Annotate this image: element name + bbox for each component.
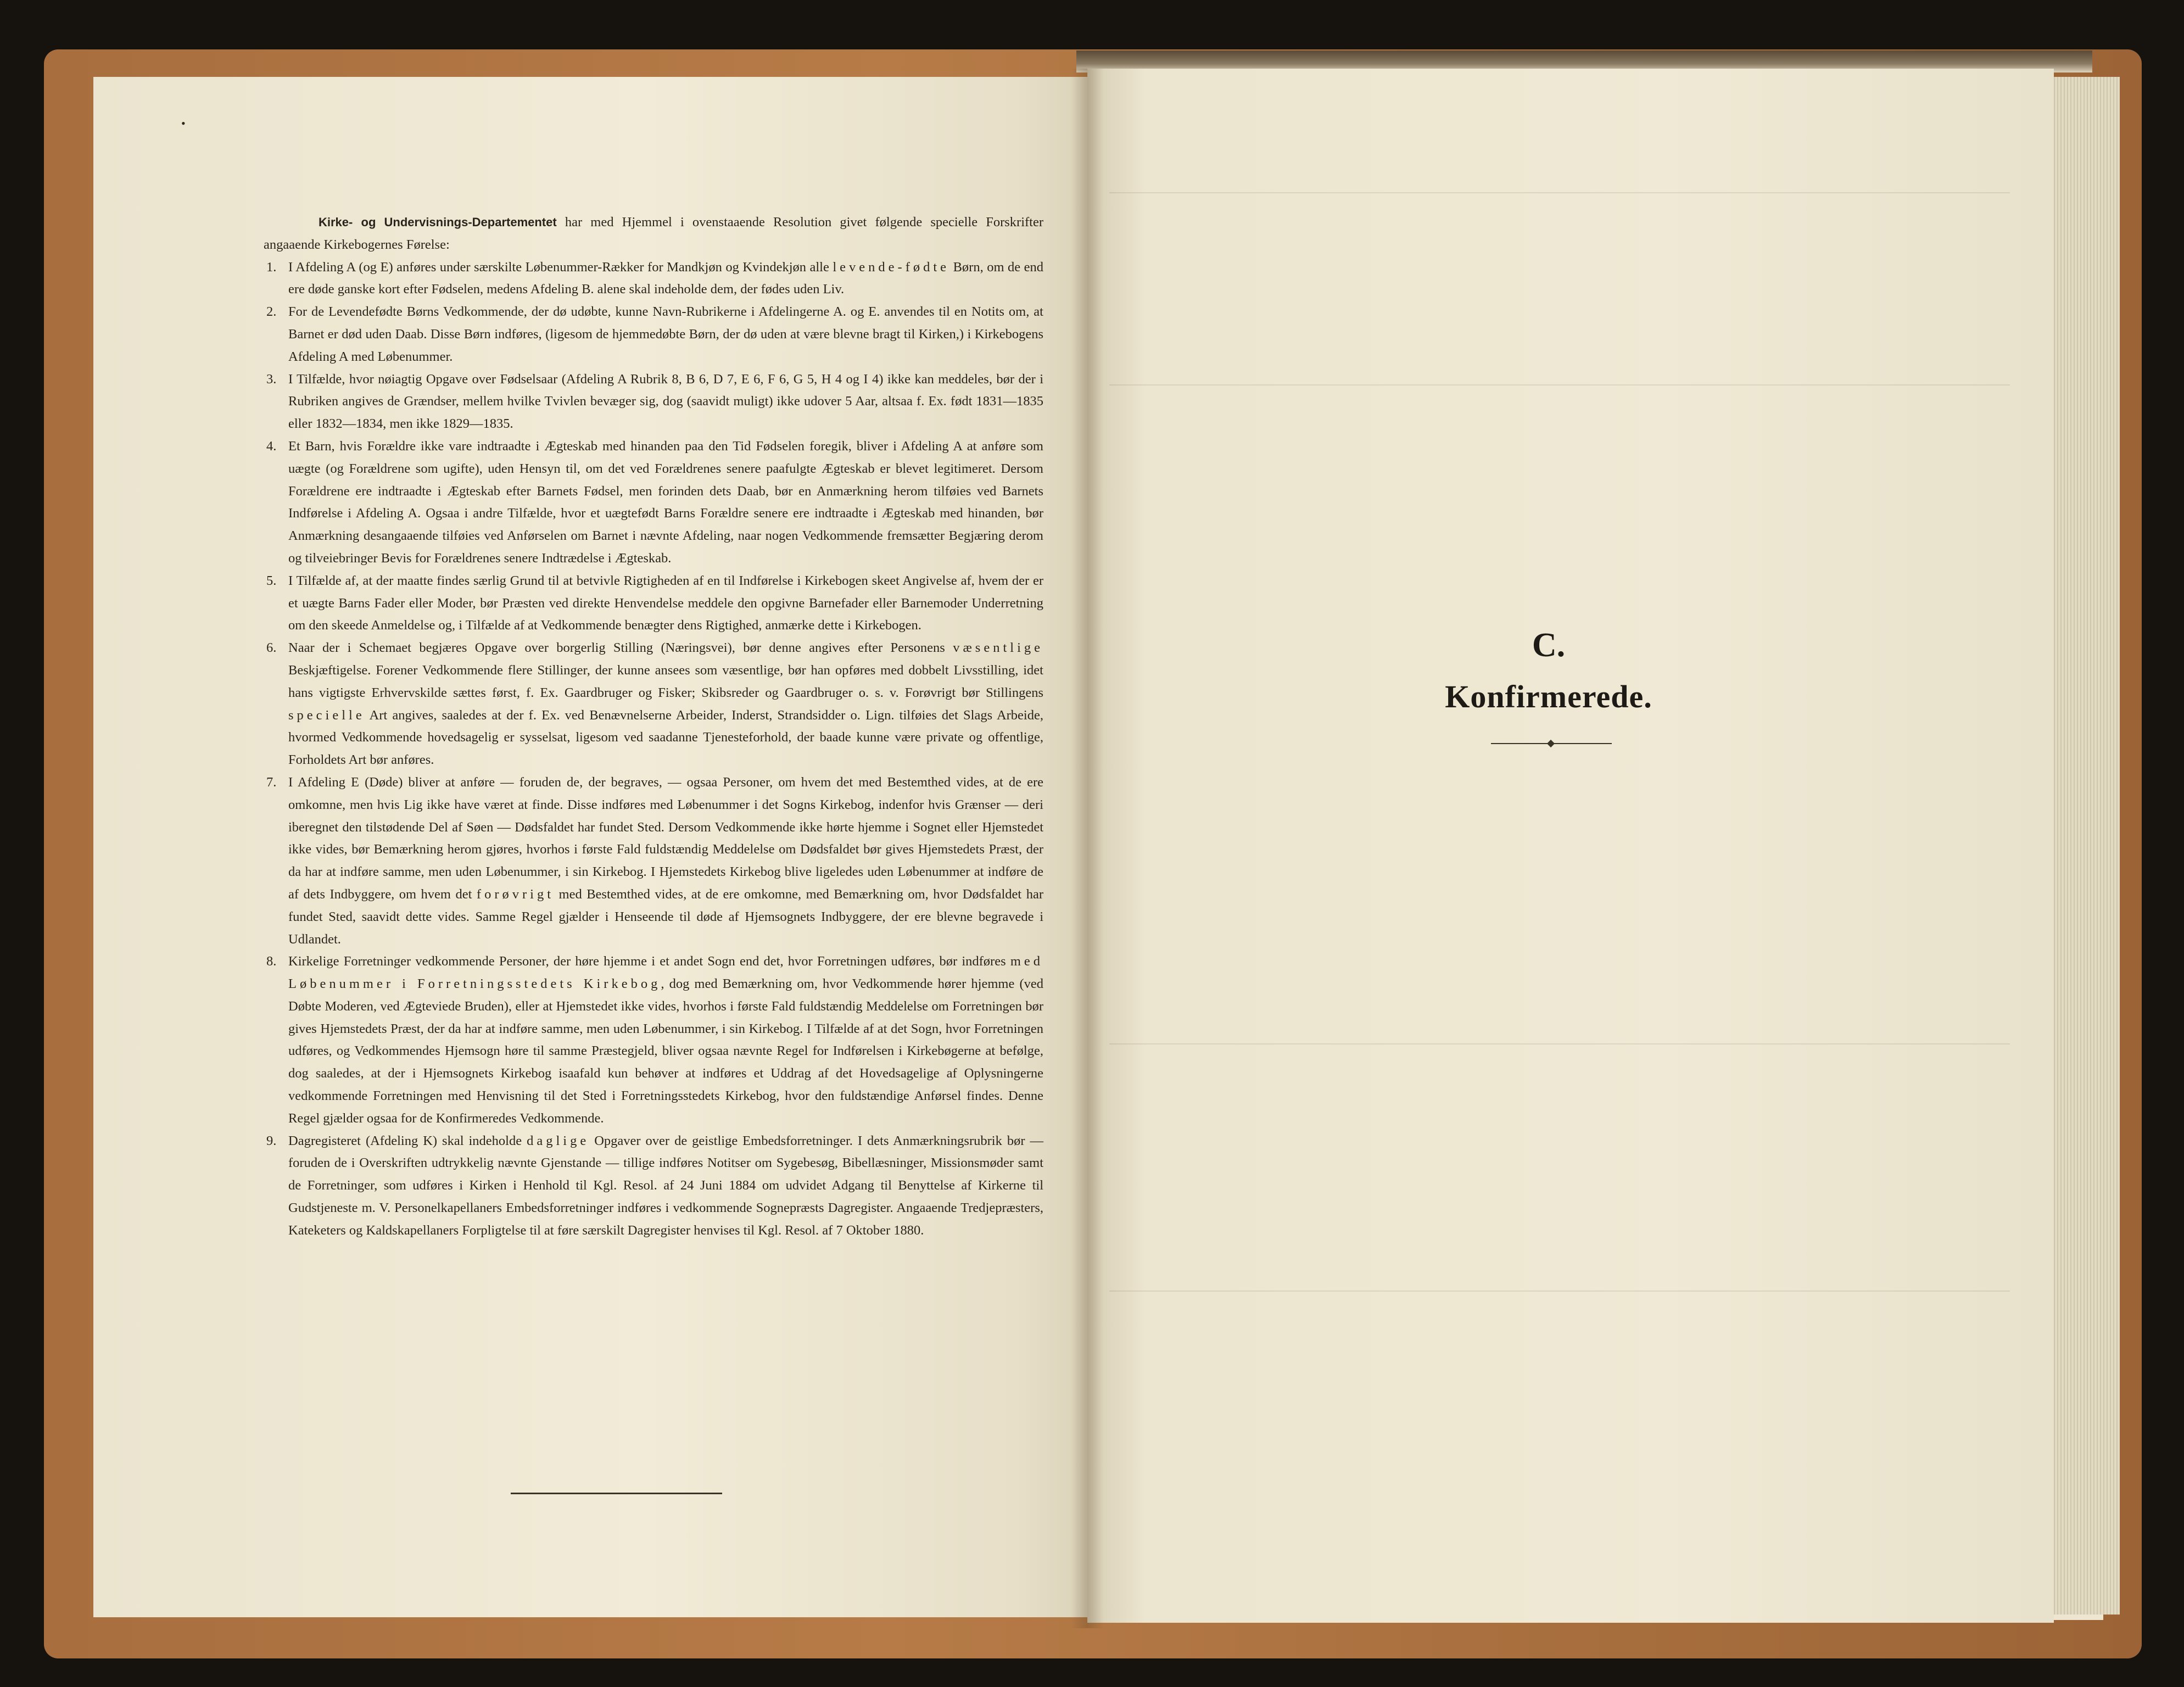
- regulation-paragraph: [264, 772, 1043, 951]
- ornament-divider: [1491, 740, 1612, 747]
- paragraph-text: Kirkelige Forretninger vedkommende Personer, der høre hjemme i et andet Sogn end det, hvor Forretningen udføres, bør indføres: [288, 954, 1010, 969]
- end-rule: [511, 1493, 722, 1494]
- regulation-list: [264, 256, 1043, 1242]
- paragraph-number: 3.: [266, 371, 277, 387]
- paragraph-number: 8.: [266, 954, 277, 969]
- paragraph-number: 1.: [266, 259, 277, 275]
- paragraph-number: 9.: [266, 1133, 277, 1148]
- paragraph-number: 5.: [266, 573, 277, 588]
- paragraph-text: Beskjæftigelse. Forener Vedkommende flere Stillinger, der kunne ansees som væsentlige, bør han opføres med dobbelt Livsstilling, idet hans vigtigste Erhvervskilde sættes først, f. Ex. Gaardbruger og Fisker; Skibsreder og Gaardbruger o. s. v. Forøvrigt bør Stillingens: [288, 662, 1043, 700]
- paragraph-number: 4.: [266, 438, 277, 454]
- regulation-paragraph: [264, 951, 1043, 1130]
- paragraph-text: , dog med Bemærkning om, hvor Vedkommende hører hjemme (ved Døbte Moderen, ved Ægteviede Bruden), eller at Hjemstedet ikke vides, hvorhos i første Fald fuldstændig Meddelelse om Forretningen bør gives Hjemstedets Præst, der da har at indføre samme, men uden Løbenummer, i sin Kirkebog. I Tilfælde af at det Sogn, hvor Forretningen udføres, og Vedkommendes Hjemsogn høre til samme Præstegjeld, bliver ogsaa nævnte Regel for Indførelsen i Kirkebøgerne at befølge, dog saaledes, at der i Hjemsognets Kirkebog isaafald kun behøver at indføres et Uddrag af det Hovedsagelige af Oplysningerne vedkommende Forretningen med Henvisning til det Sted i Forretningsstedets Kirkebog, hvor den fuldstændige Anførsel findes. Denne Regel gjælder ogsaa for de Konfirmeredes Vedkommende.: [288, 976, 1043, 1126]
- regulation-paragraph: [264, 435, 1043, 570]
- regulation-paragraph: [264, 368, 1043, 435]
- paragraph-text: I Afdeling E (Døde) bliver at anføre — foruden de, der begraves, — ogsaa Personer, om hvem det med Bestemthed vides, at de ere omkomne, men hvis Lig ikke have været at finde. Disse indføres med Løbenummer i det Sogns Kirkebog, indenfor hvis Grænser — deri iberegnet den tilstødende Del af Søen — Dødsfaldet har fundet Sted. Dersom Vedkommende ikke hørte hjemme i Sognet eller Hjemstedet ikke vides, bør Bemærkning herom gjøres, hvorhos i første Fald fuldstændig Meddelelse om Dødsfaldet bør gives Hjemstedets Præst, der da har at indføre samme, men uden Løbenummer, i sin Kirkebog. I Hjemstedets Kirkebog blive ligeledes uden Løbenummer at indføre de af dets Indbyggere, om hvem det: [288, 774, 1043, 902]
- spaced-emphasis: væsentlige: [953, 640, 1043, 656]
- paragraph-number: 6.: [266, 640, 277, 656]
- section-heading: Konfirmerede.: [1445, 679, 1652, 714]
- department-name: Kirke- og Undervisnings-Departementet: [319, 215, 557, 229]
- spaced-emphasis: daglige: [527, 1133, 590, 1148]
- paragraph-text: Børn, om de end ere døde ganske kort efter Fødselen, medens Afdeling B. alene skal indeholde dem, der fødes uden Liv.: [288, 259, 1043, 297]
- spaced-emphasis: levende-fødte: [833, 259, 950, 275]
- intro-text: har med Hjemmel i ovenstaaende Resolution givet følgende specielle Forskrifter angaaende Kirkebogernes Førelse:: [264, 215, 1044, 252]
- paragraph-text: Dagregisteret (Afdeling K) skal indeholde: [288, 1133, 527, 1148]
- regulation-paragraph: [264, 301, 1043, 368]
- spaced-emphasis: specielle: [288, 707, 365, 723]
- paragraph-text: I Tilfælde, hvor nøiagtig Opgave over Fødselsaar (Afdeling A Rubrik 8, B 6, D 7, E 6, F 6, G 5, H 4 og I 4) ikke kan meddeles, bør der i Rubriken angives de Grændser, mellem hvilke Tvivlen bevæger sig, dog (saavidt muligt) ikke udover 5 Aar, altsaa f. Ex. født 1831—1835 eller 1832—1834, men ikke 1829—1835.: [288, 371, 1043, 432]
- paragraph-text: med Bestemthed vides, at de ere omkomne, med Bemærkning om, hvor Dødsfaldet har fundet Sted, saavidt dette vides. Samme Regel gjælder i Henseende til døde af Hjemsognets Indbyggere, der ere blevne begravede i Udlandet.: [288, 886, 1043, 947]
- paragraph-text: Naar der i Schemaet begjæres Opgave over borgerlig Stilling (Næringsvei), bør denne angives efter Personens: [288, 640, 953, 656]
- spine-fold: [1071, 69, 1104, 1628]
- paragraph-text: I Tilfælde af, at der maatte findes særlig Grund til at betvivle Rigtigheden af en til Indførelse i Kirkebogen skeet Angivelse af, hvem der er et uægte Barns Fader eller Moder, bør Præsten ved direkte Henvendelse meddele den opgivne Barnefader eller Barnemoder Underretning om den skeede Anmeldelse og, i Tilfælde af at Vedkommende benægter dens Rigtighed, anmærke dette i Kirkebogen.: [288, 573, 1043, 633]
- regulation-paragraph: [264, 1130, 1043, 1242]
- paragraph-text: I Afdeling A (og E) anføres under særskilte Løbenummer-Rækker for Mandkjøn og Kvindekjøn alle: [288, 259, 833, 275]
- paragraph-number: 2.: [266, 304, 277, 320]
- regulation-paragraph: [264, 637, 1043, 772]
- page-edges: [2048, 77, 2120, 1615]
- right-page: [1087, 69, 2054, 1623]
- regulation-paragraph: [264, 570, 1043, 637]
- section-letter: C.: [1532, 627, 1566, 664]
- regulation-paragraph: [264, 256, 1043, 301]
- spaced-emphasis: forøvrigt: [476, 886, 554, 902]
- intro-paragraph: [264, 211, 1043, 256]
- paragraph-text: Et Barn, hvis Forældre ikke vare indtraadte i Ægteskab med hinanden paa den Tid Fødselen foregik, bliver i Afdeling A at anføre som uægte (og Forældrene som ugifte), uden Hensyn til, om det ved Forældrenes senere paafulgte Ægteskab er blevet legitimeret. Dersom Forældrene ere indtraadte i Ægteskab efter Barnets Fødsel, men forinden dets Daab, bør en Anmærkning herom tilføies ved Barnets Indførelse i Afdeling A. Ogsaa i andre Tilfælde, hvor et uægtefødt Barns Forældre senere ere indtraadte i Ægteskab med hinanden, bør Anmærkning desangaaende tilføies ved Anførselen om Barnet i nævnte Afdeling, naar nogen Vedkommende fremsætter Begjæring derom og tilveiebringer Bevis for Forældrenes senere Indtrædelse i Ægteskab.: [288, 438, 1043, 566]
- paragraph-text: For de Levendefødte Børns Vedkommende, der dø udøbte, kunne Navn-Rubrikerne i Afdelingerne A. og E. anvendes til en Notits om, at Barnet er død uden Daab. Disse Børn indføres, (ligesom de hjemmedøbte Børn, der dø uden at være blevne bragt til Kirken,) i Kirkebogens Afdeling A med Løbenummer.: [288, 304, 1043, 364]
- paragraph-text: Art angives, saaledes at der f. Ex. ved Benævnelserne Arbeider, Inderst, Strandsidder o. Lign. tilføies det Slags Arbeide, hvormed Vedkommende hovedsagelig er sysselsat, ligesom ved saadanne Tjenesteforhold, der baade kunne være private og offentlige, Forholdets Art bør anføres.: [288, 707, 1043, 768]
- regulations-text: [264, 211, 1043, 1242]
- paragraph-text: Opgaver over de geistlige Embedsforretninger. I dets Anmærkningsrubrik bør — foruden de i Overskriften udtrykkelig nævnte Gjenstande — tillige indføres Notitser om Sygebesøg, Bibellæsninger, Missionsmøder samt de Forretninger, som udføres i Kirken i Henhold til Kgl. Resol. af 24 Juni 1884 om udvidet Adgang til Benyttelse af Kirkerne til Gudstjeneste m. V. Personelkapellaners Embedsforretninger indføres i vedkommende Sognepræsts Dagregister. Angaaende Tredjepræsters, Kateketers og Kaldskapellaners Forpligtelse til at føre særskilt Dagregister henvises til Kgl. Resol. af 7 Oktober 1880.: [288, 1133, 1043, 1238]
- paragraph-number: 7.: [266, 774, 277, 790]
- page-mark: •: [181, 116, 186, 130]
- spaced-emphasis: med Løbenummer i Forretningsstedets Kirkebog: [288, 954, 1043, 992]
